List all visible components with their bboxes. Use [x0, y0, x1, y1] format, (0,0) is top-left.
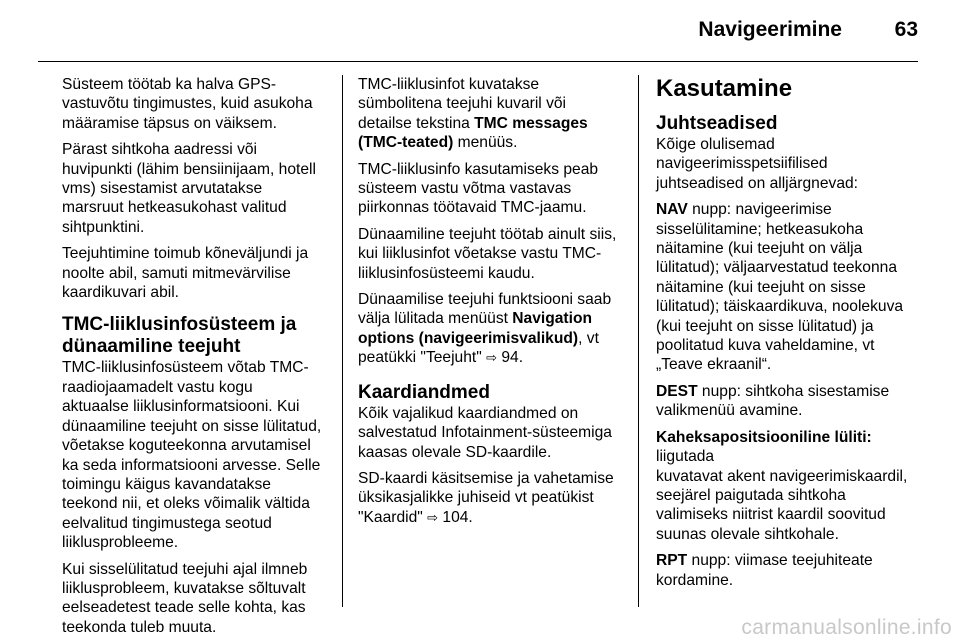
section-heading-map-data: Kaardiandmed: [358, 381, 490, 403]
page-header: [0, 0, 960, 62]
text-run: nupp: navigeerimise sisselülitamine; hetkeasukoha näitamine (kui teejuht on välja lülitatud); väljaarvestatud teekonna näitamine (kui teejuht on sisse lülitatud); täiskaardikuva, noolekuva (kui teejuht on sisse lülitatud) ja poolitatud kuva vaheldamine, vt „Teave ekraanil“.: [656, 201, 904, 374]
button-name-rpt: RPT: [656, 552, 688, 570]
button-name-dest: DEST: [656, 382, 698, 400]
paragraph: Kõik vajalikud kaardiandmed on salvestatud Infotainment-süsteemiga kaasas olevale SD-kaardile.: [358, 404, 612, 461]
paragraph: TMC-liiklusinfo kasutamiseks peab süsteem vastu võtma vastavas piirkonnas töötavaid TMC-jaamu.: [358, 160, 599, 217]
button-name-nav: NAV: [656, 201, 688, 219]
page-reference-arrow-icon: ⇨: [486, 350, 498, 366]
watermark: carmanualsonline.info: [741, 616, 952, 639]
text-run: nupp: sihtkoha sisestamise valikmenüü avamine.: [656, 382, 890, 420]
paragraph: Kõige olulisemad navigeerimisspetsiifilised juhtseadised on alljärgnevad:: [656, 136, 858, 192]
paragraph: TMC-liiklusinfosüsteem võtab TMC- raadiojaamadelt vastu kogu aktuaalse liiklusinformatsiooni. Kui dünaamiline teejuht on sisse lülitatud, võetakse koguteekonna arvutamisel ka seda informatsiooni arvesse. Selle toimingu käigus kavandatakse teekond nii, et oleks võimalik vältida eelvalitud tingimustega seotud liiklusprobleeme.: [62, 359, 322, 552]
text-run: liigutada kuvatavat akent navigeerimiskaardil, seejärel paigutada sihtkoha valimiseks niitrist kaardil soovitud suunas olevale sihtkohale.: [656, 448, 908, 543]
column-divider: [638, 75, 639, 607]
header-divider: [38, 61, 918, 62]
paragraph: Teejuhtimine toimub kõneväljundi ja noolte abil, samuti mitmevärvilise kaardikuvari abil.: [62, 245, 309, 302]
paragraph: [656, 428, 928, 544]
paragraph: [656, 200, 928, 375]
paragraph: Pärast sihtkoha aadressi või huvipunkti (lähim bensiinijaam, hotell vms) sisestamist arvutatakse marsruut hetkeasukohast valitud sihtpunktini.: [62, 141, 316, 236]
text-run: , vt peatükki "Teejuht": [358, 329, 599, 367]
menu-name-navigation-options: Navigation options (navigeerimisvalikud): [358, 310, 593, 347]
page-reference-arrow-icon: ⇨: [427, 509, 439, 525]
paragraph: Kui sisselülitatud teejuhi ajal ilmneb liiklusprobleem, kuvatakse sõltuvalt eelseadetest teade selle kohta, kas teekonda tuleb muuta.: [62, 560, 308, 636]
paragraph: [656, 382, 928, 421]
section-heading-tmc: TMC-liiklusinfosüsteem ja dünaamiline teejuht: [62, 314, 297, 358]
chapter-title: Navigeerimine: [698, 18, 842, 41]
column-divider: [342, 75, 343, 607]
paragraph: [656, 551, 928, 590]
paragraph: Dünaamiline teejuht töötab ainult siis, kui liiklusinfot võetakse vastu TMC- liiklusinfosüsteemi kaudu.: [358, 225, 617, 282]
text-run: Dünaamilise teejuhi funktsiooni saab välja lülitada menüüst: [358, 291, 612, 328]
text-run: SD-kaardi käsitsemise ja vahetamise üksikasjalikke juhiseid vt peatükist "Kaardid": [358, 469, 614, 526]
menu-name-tmc-messages: TMC messages (TMC-teated): [358, 114, 588, 152]
column-right: [656, 75, 928, 597]
paragraph: [358, 469, 630, 527]
text-run: nupp: viimase teejuhiteate kordamine.: [656, 552, 873, 589]
column-middle: [358, 75, 630, 534]
page-reference: 94.: [497, 349, 524, 367]
text-run: menüüs.: [453, 134, 518, 152]
text-run: TMC-liiklusinfot kuvatakse sümbolitena teejuhi kuvaril või detailse tekstina: [358, 76, 567, 132]
paragraph: Süsteem töötab ka halva GPS- vastuvõtu tingimustes, kuid asukoha määramise täpsus on väiksem.: [62, 76, 313, 132]
column-left: [62, 75, 334, 644]
subheading-controls: Juhtseadised: [656, 113, 778, 134]
section-heading-usage: Kasutamine: [656, 75, 793, 102]
page-reference: 104.: [438, 508, 473, 526]
paragraph: [358, 75, 630, 153]
paragraph: [358, 290, 630, 368]
page-number: 63: [894, 18, 918, 41]
control-name-eight-way-switch: Kaheksapositsiooniline lüliti:: [656, 428, 872, 446]
